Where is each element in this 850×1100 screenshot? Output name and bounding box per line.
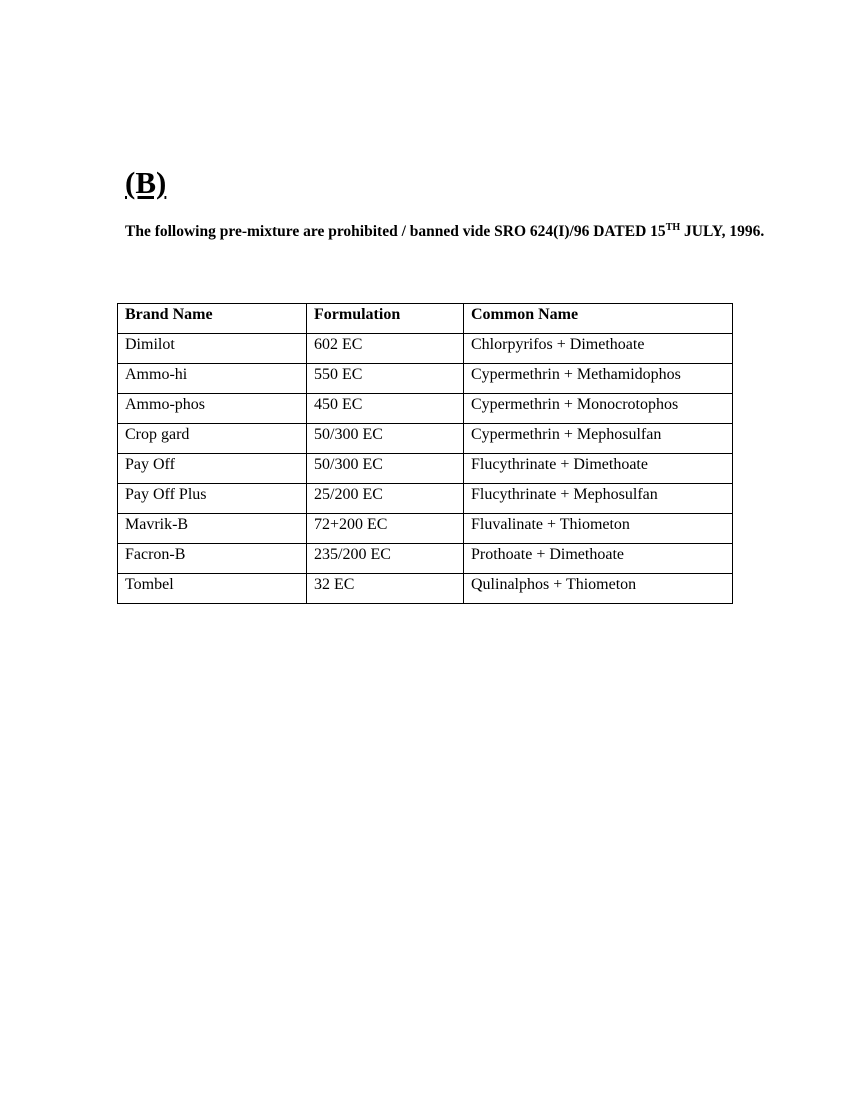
cell-brand-name: Dimilot	[118, 334, 307, 364]
table-row	[118, 424, 733, 454]
cell-common-name: Cypermethrin + Mephosulfan	[464, 424, 733, 454]
table-header-row	[118, 304, 733, 334]
cell-brand-name: Ammo-phos	[118, 394, 307, 424]
header-brand-name: Brand Name	[118, 304, 307, 334]
cell-common-name: Fluvalinate + Thiometon	[464, 514, 733, 544]
cell-formulation: 32 EC	[307, 574, 464, 604]
table-row	[118, 364, 733, 394]
cell-formulation: 450 EC	[307, 394, 464, 424]
cell-formulation: 72+200 EC	[307, 514, 464, 544]
table-row	[118, 544, 733, 574]
cell-common-name: Chlorpyrifos + Dimethoate	[464, 334, 733, 364]
cell-brand-name: Pay Off	[118, 454, 307, 484]
cell-brand-name: Pay Off Plus	[118, 484, 307, 514]
cell-common-name: Cypermethrin + Monocrotophos	[464, 394, 733, 424]
table-row	[118, 394, 733, 424]
cell-formulation: 50/300 EC	[307, 424, 464, 454]
table-row	[118, 334, 733, 364]
cell-brand-name: Ammo-hi	[118, 364, 307, 394]
header-common-name: Common Name	[464, 304, 733, 334]
intro-superscript: TH	[665, 222, 681, 233]
cell-common-name: Flucythrinate + Dimethoate	[464, 454, 733, 484]
intro-paragraph	[125, 222, 785, 242]
cell-formulation: 550 EC	[307, 364, 464, 394]
cell-common-name: Cypermethrin + Methamidophos	[464, 364, 733, 394]
cell-formulation: 235/200 EC	[307, 544, 464, 574]
table-row	[118, 484, 733, 514]
cell-brand-name: Facron-B	[118, 544, 307, 574]
cell-common-name: Prothoate + Dimethoate	[464, 544, 733, 574]
table-row	[118, 574, 733, 604]
intro-text-end: JULY, 1996.	[680, 223, 765, 240]
cell-formulation: 25/200 EC	[307, 484, 464, 514]
header-formulation: Formulation	[307, 304, 464, 334]
table-row	[118, 514, 733, 544]
intro-text: The following pre-mixture are prohibited / banned vide SRO 624(I)/96 DATED 15	[125, 223, 666, 240]
table-row	[118, 454, 733, 484]
table-body	[118, 334, 733, 604]
section-heading: (B)	[125, 165, 167, 200]
cell-brand-name: Crop gard	[118, 424, 307, 454]
cell-common-name: Flucythrinate + Mephosulfan	[464, 484, 733, 514]
cell-brand-name: Mavrik-B	[118, 514, 307, 544]
banned-premixtures-table	[117, 303, 733, 604]
cell-brand-name: Tombel	[118, 574, 307, 604]
table-header	[118, 304, 733, 334]
cell-common-name: Qulinalphos + Thiometon	[464, 574, 733, 604]
cell-formulation: 50/300 EC	[307, 454, 464, 484]
cell-formulation: 602 EC	[307, 334, 464, 364]
